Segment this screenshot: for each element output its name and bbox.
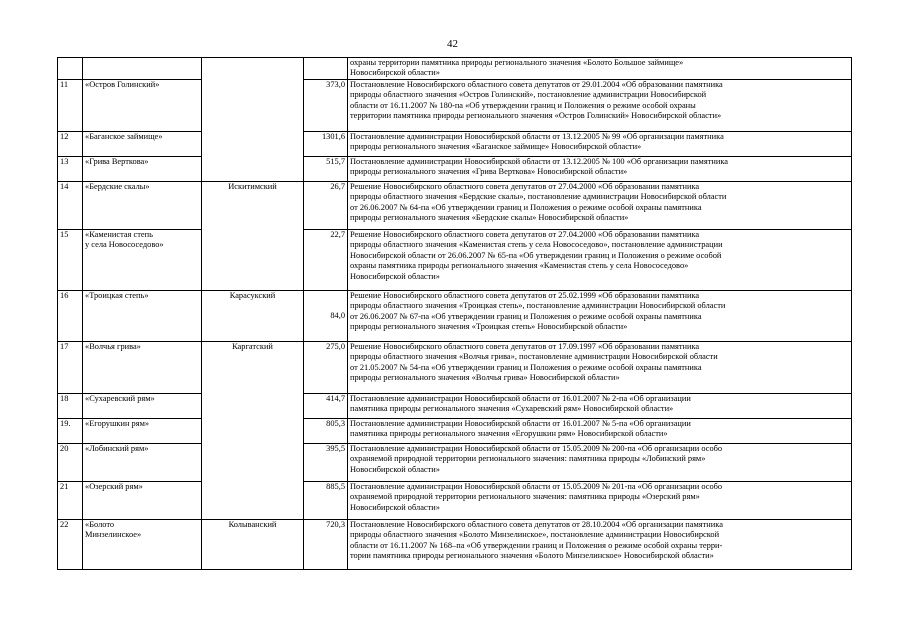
district-cell: Карасукский	[202, 291, 304, 342]
table-row	[58, 444, 852, 482]
monument-name	[83, 58, 202, 80]
table-row	[58, 58, 852, 80]
district-cell: Каргатский	[202, 342, 304, 520]
table-row	[58, 182, 852, 230]
legal-basis: Постановление администрации Новосибирской области от 15.05.2009 № 201-па «Об организации особо охраняемой природной территории регионального значения: памятника природы «Озерский рям» Новосибирской области»	[348, 482, 852, 520]
table-row	[58, 482, 852, 520]
row-number: 18	[58, 394, 83, 419]
monument-name: «Баганское займище»	[83, 132, 202, 157]
legal-basis: Постановление Новосибирского областного совета депутатов от 28.10.2004 «Об организации памятника природы областного значения «Болото Минзелинское», постановление администрации Новосибирской области от 16.11.2007 № 168–па «Об утверждении границ и Положения о режиме особой охраны терри- тории памятника природы регионального значения «Болото Минзелинское» Новосибирской области»	[348, 520, 852, 570]
table-row	[58, 342, 852, 394]
monument-name: «Егорушкин рям»	[83, 419, 202, 444]
monument-name: «Каменистая степь у села Новососедово»	[83, 230, 202, 291]
legal-basis: охраны территории памятника природы регионального значения «Болото Большое займище» Новосибирской области»	[348, 58, 852, 80]
row-number: 19.	[58, 419, 83, 444]
monument-name: «Сухаревский рям»	[83, 394, 202, 419]
table-row	[58, 419, 852, 444]
legal-basis: Постановление Новосибирского областного совета депутатов от 29.01.2004 «Об образовании памятника природы областного значения «Остров Голинский», постановление администрации Новосибирской области от 16.11.2007 № 180-па «Об утверждении границ и Положения о режиме особой охраны территории памятника природы регионального значения «Остров Голинский» Новосибирской области»	[348, 80, 852, 132]
monument-name: «Лобинский рям»	[83, 444, 202, 482]
legal-basis: Постановление администрации Новосибирской области от 13.12.2005 № 100 «Об организации памятника природы регионального значения «Грива Верткова» Новосибирской области»	[348, 157, 852, 182]
area-value: 84,0	[304, 291, 348, 342]
area-value: 373,0	[304, 80, 348, 132]
row-number: 11	[58, 80, 83, 132]
monument-name: «Озерский рям»	[83, 482, 202, 520]
monument-name: «Остров Голинский»	[83, 80, 202, 132]
legal-basis: Постановление администрации Новосибирской области от 13.12.2005 № 99 «Об организации памятника природы регионального значения «Баганское займище» Новосибирской области»	[348, 132, 852, 157]
row-number: 17	[58, 342, 83, 394]
area-value: 515,7	[304, 157, 348, 182]
row-number: 16	[58, 291, 83, 342]
area-value: 414,7	[304, 394, 348, 419]
table-row	[58, 520, 852, 570]
row-number: 13	[58, 157, 83, 182]
area-value	[304, 58, 348, 80]
monument-name: «Грива Верткова»	[83, 157, 202, 182]
legal-basis: Постановление администрации Новосибирской области от 16.01.2007 № 5-па «Об организации памятника природы регионального значения «Егорушкин рям» Новосибирской области»	[348, 419, 852, 444]
table-row	[58, 230, 852, 291]
monument-name: «Волчья грива»	[83, 342, 202, 394]
page-number: 42	[447, 38, 458, 50]
monument-name: «Бердские скалы»	[83, 182, 202, 230]
row-number: 14	[58, 182, 83, 230]
district-cell: Искитимский	[202, 182, 304, 291]
legal-basis: Решение Новосибирского областного совета депутатов от 25.02.1999 «Об образовании памятника природы областного значения «Троицкая степь», постановление администрации Новосибирской области от 26.06.2007 № 67-па «Об утверждении границ и Положения о режиме особой охраны памятника природы регионального значения «Троицкая степь» Новосибирской области»	[348, 291, 852, 342]
nature-monuments-table	[57, 57, 852, 570]
row-number: 20	[58, 444, 83, 482]
area-value: 275,0	[304, 342, 348, 394]
row-number: 15	[58, 230, 83, 291]
row-number: 12	[58, 132, 83, 157]
area-value: 22,7	[304, 230, 348, 291]
area-value: 26,7	[304, 182, 348, 230]
row-number	[58, 58, 83, 80]
area-value: 885,5	[304, 482, 348, 520]
table-row	[58, 80, 852, 132]
legal-basis: Решение Новосибирского областного совета депутатов от 27.04.2000 «Об образовании памятника природы областного значения «Бердские скалы», постановление администрации Новосибирской области от 26.06.2007 № 64-па «Об утверждении границ и Положения о режиме особой охраны памятника природы регионального значения «Бердские скалы» Новосибирской области»	[348, 182, 852, 230]
district-cell	[202, 58, 304, 182]
table-row	[58, 132, 852, 157]
area-value: 395,5	[304, 444, 348, 482]
area-value: 720,3	[304, 520, 348, 570]
area-value: 805,3	[304, 419, 348, 444]
monument-name: «Троицкая степь»	[83, 291, 202, 342]
legal-basis: Решение Новосибирского областного совета депутатов от 17.09.1997 «Об образовании памятника природы областного значения «Волчья грива», постановление администрации Новосибирской области от 21.05.2007 № 54-па «Об утверждении границ и Положения о режиме особой охраны памятника природы регионального значения «Волчья грива» Новосибирской области»	[348, 342, 852, 394]
legal-basis: Постановление администрации Новосибирской области от 16.01.2007 № 2-па «Об организации памятника природы регионального значения «Сухаревский рям» Новосибирской области»	[348, 394, 852, 419]
district-cell: Колыванский	[202, 520, 304, 570]
legal-basis: Решение Новосибирского областного совета депутатов от 27.04.2000 «Об образовании памятника природы областного значения «Каменистая степь у села Новососедово», постановление администрации Новосибирской области от 26.06.2007 № 65-па «Об утверждении границ и Положения о режиме особой охраны памятника природы регионального значения «Каменистая степь у села Новососедово» Новосибирской области»	[348, 230, 852, 291]
table-row	[58, 394, 852, 419]
table-row	[58, 291, 852, 342]
row-number: 22	[58, 520, 83, 570]
area-value: 1301,6	[304, 132, 348, 157]
monument-name: «Болото Минзелинское»	[83, 520, 202, 570]
table-row	[58, 157, 852, 182]
row-number: 21	[58, 482, 83, 520]
legal-basis: Постановление администрации Новосибирской области от 15.05.2009 № 200-па «Об организации особо охраняемой природной территории регионального значения: памятника природы «Лобинский рям» Новосибирской области»	[348, 444, 852, 482]
